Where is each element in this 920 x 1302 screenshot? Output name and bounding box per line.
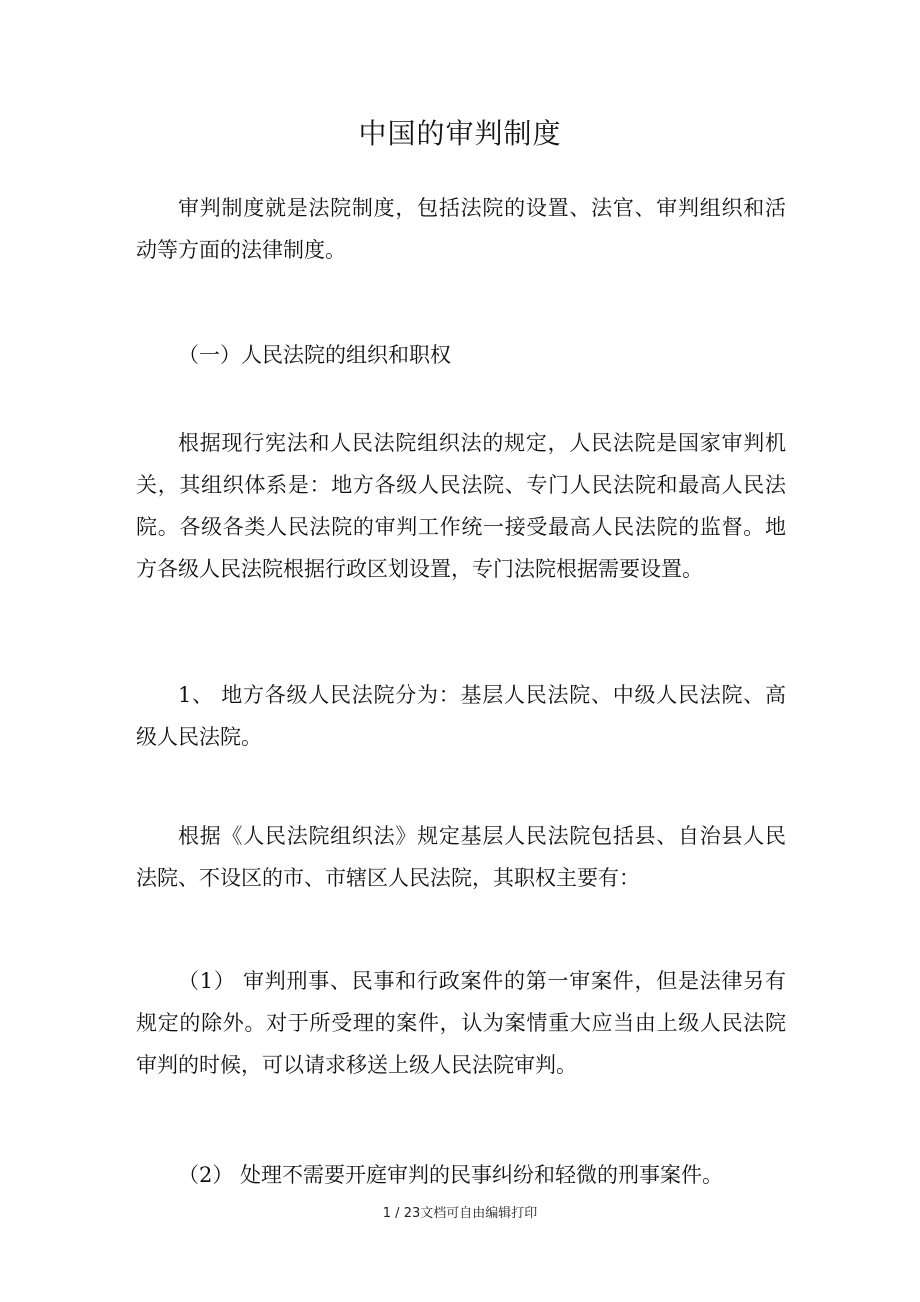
paragraph-organization: 根据现行宪法和人民法院组织法的规定，人民法院是国家审判机关，其组织体系是：地方各级人民法院、专门人民法院和最高人民法院。各级各类人民法院的审判工作统一接受最高人民法院的监督。地方各级人民法院根据行政区划设置，专门法院根据需要设置。 xyxy=(136,431,786,581)
list-item-duty-1: （1） 审判刑事、民事和行政案件的第一审案件，但是法律另有规定的除外。对于所受理的案件，认为案情重大应当由上级人民法院审判的时候，可以请求移送上级人民法院审判。 xyxy=(136,969,786,1077)
footer-note: 文档可自由编辑打印 xyxy=(420,1206,538,1221)
paragraph-basic-courts: 根据《人民法院组织法》规定基层人民法院包括县、自治县人民法院、不设区的市、市辖区人民法院，其职权主要有： xyxy=(136,824,786,890)
paragraph-intro: 审判制度就是法院制度，包括法院的设置、法官、审判组织和活动等方面的法律制度。 xyxy=(136,196,786,262)
page-number-separator: / xyxy=(395,1206,400,1221)
page-number-total: 23 xyxy=(403,1206,421,1221)
list-item-duty-2: （2） 处理不需要开庭审判的民事纠纷和轻微的刑事案件。 xyxy=(178,1163,724,1187)
page-number-current: 1 xyxy=(382,1206,392,1221)
document-title: 中国的审判制度 xyxy=(358,117,562,150)
list-item-1: 1、 地方各级人民法院分为：基层人民法院、中级人民法院、高级人民法院。 xyxy=(136,683,786,749)
page-footer xyxy=(0,1204,920,1224)
section-heading-1: （一）人民法院的组织和职权 xyxy=(178,343,451,367)
